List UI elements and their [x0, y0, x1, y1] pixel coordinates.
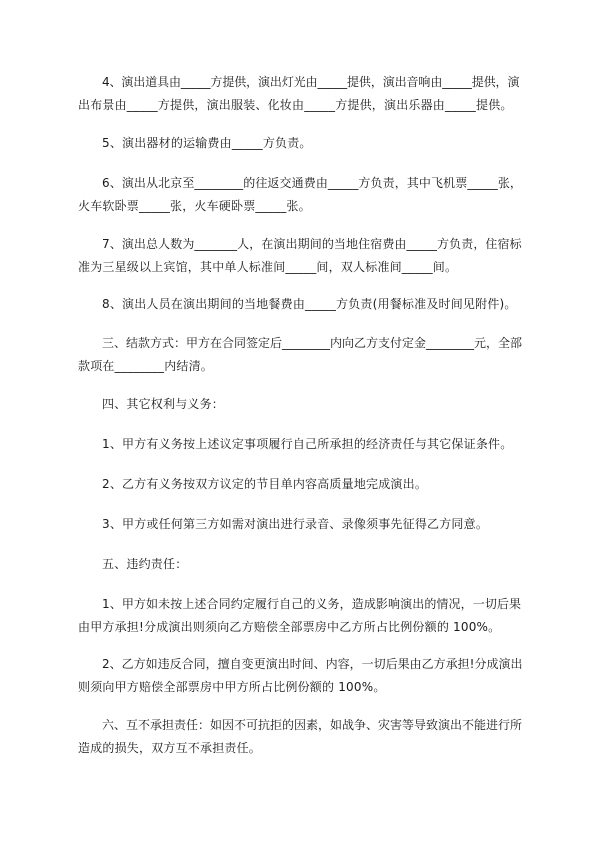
- clause-round-trip-travel: [78, 172, 523, 218]
- paragraph-line: 三、结款方式：甲方在合同签定后________内向乙方支付定金________元，全部: [102, 336, 523, 350]
- paragraph-line: 六、互不承担责任：如因不可抗拒的因素，如战争、灾害等导致演出不能进行所: [102, 718, 523, 732]
- clause-payment-terms: [78, 332, 523, 378]
- section-heading-rights-obligations: [78, 393, 523, 416]
- paragraph-line: 则须向甲方赔偿全部票房中甲方所占比例份额的 100%。: [78, 680, 386, 694]
- clause-equipment-transport: [78, 132, 523, 155]
- clause-meals: [78, 293, 523, 316]
- paragraph-line: 2、乙方有义务按双方议定的节目单内容高质量地完成演出。: [102, 477, 428, 491]
- paragraph-line: 准为三星级以上宾馆，其中单人标准间_____间，双人标准间_____间。: [78, 260, 458, 274]
- paragraph-line: 四、其它权利与义务：: [102, 397, 225, 411]
- clause-party-b-duty: [78, 473, 523, 496]
- paragraph-line: 6、演出从北京至________的往返交通费由_____方负责，其中飞机票_____张，: [102, 176, 523, 190]
- paragraph-line: 1、甲方有义务按上述议定事项履行自己所承担的经济责任与其它保证条件。: [102, 437, 513, 451]
- clause-party-b-breach: [78, 653, 523, 699]
- paragraph-line: 7、演出总人数为_______人，在演出期间的当地住宿费由_____方负责，住宿标: [102, 237, 522, 251]
- paragraph-line: 2、乙方如违反合同，擅自变更演出时间、内容，一切后果由乙方承担!分成演出: [102, 657, 523, 671]
- paragraph-line: 1、甲方如未按上述合同约定履行自己的义务，造成影响演出的情况，一切后果: [102, 597, 522, 611]
- paragraph-line: 款项在________内结清。: [78, 359, 214, 373]
- paragraph-line: 出布景由_____方提供，演出服装、化妆由_____方提供，演出乐器由_____提供。: [78, 98, 513, 112]
- clause-props-providers: [78, 71, 523, 117]
- clause-recording-consent: [78, 513, 523, 536]
- clause-party-a-duty: [78, 433, 523, 456]
- paragraph-line: 火车软卧票_____张，火车硬卧票_____张。: [78, 199, 311, 213]
- section-heading-breach-liability: [78, 553, 523, 576]
- paragraph-line: 3、甲方或任何第三方如需对演出进行录音、录像须事先征得乙方同意。: [102, 517, 489, 531]
- paragraph-line: 5、演出器材的运输费由_____方负责。: [102, 136, 312, 150]
- paragraph-line: 8、演出人员在演出期间的当地餐费由_____方负责(用餐标准及时间见附件)。: [102, 297, 517, 311]
- paragraph-line: 造成的损失，双方互不承担责任。: [78, 741, 262, 755]
- clause-force-majeure: [78, 714, 523, 760]
- clause-party-a-breach: [78, 593, 523, 639]
- clause-accommodation: [78, 233, 523, 279]
- paragraph-line: 由甲方承担!分成演出则须向乙方赔偿全部票房中乙方所占比例份额的 100%。: [78, 620, 501, 634]
- paragraph-line: 五、违约责任：: [102, 557, 188, 571]
- paragraph-line: 4、演出道具由_____方提供，演出灯光由_____提供，演出音响由_____提供，演: [102, 75, 520, 89]
